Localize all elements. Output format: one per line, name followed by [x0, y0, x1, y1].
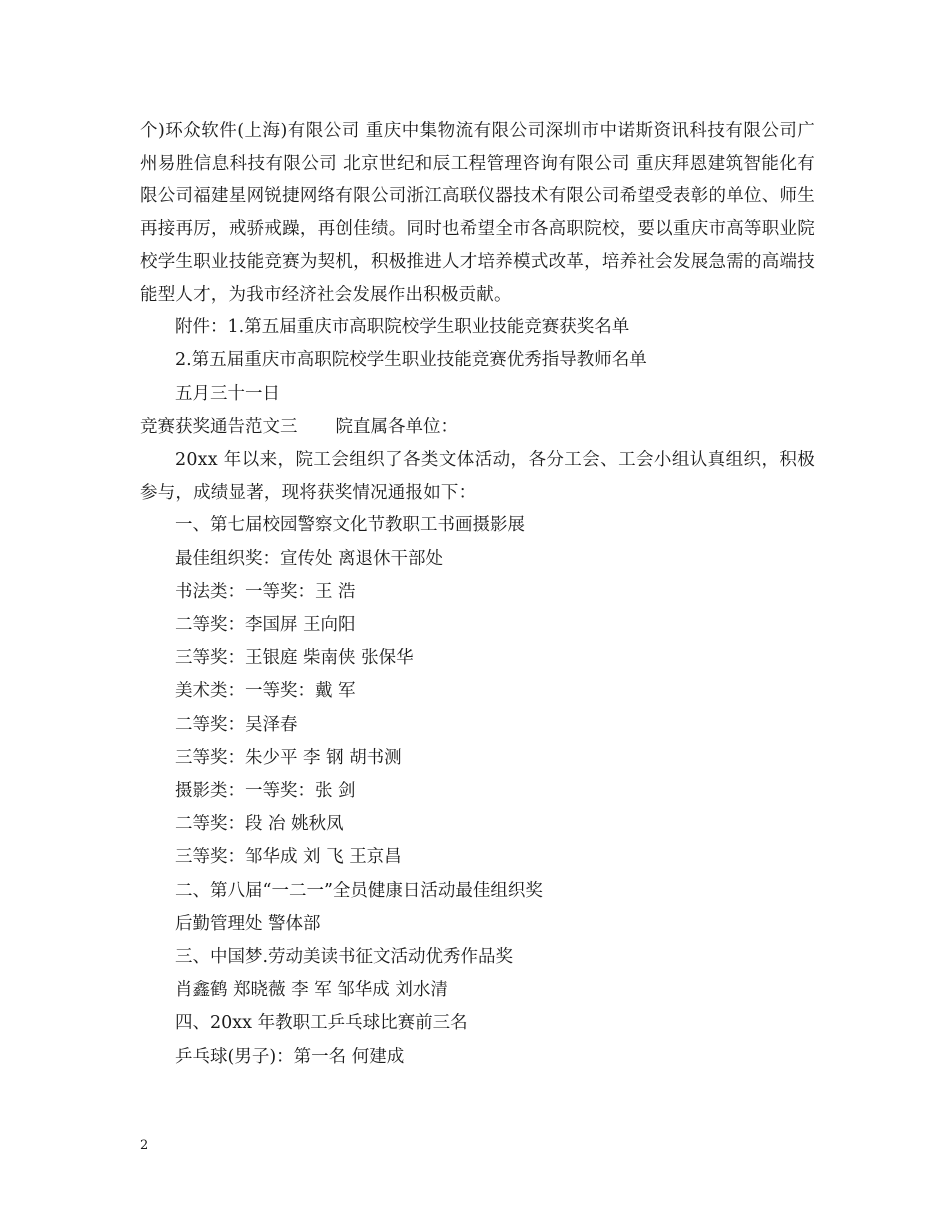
- award-line: 书法类：一等奖：王 浩: [175, 581, 356, 602]
- award-line: 四、20xx 年教职工乒乓球比赛前三名: [175, 1013, 468, 1034]
- award-line: 二、第八届“一二一”全员健康日活动最佳组织奖: [175, 880, 543, 901]
- award-line: 乒乓球(男子)：第一名 何建成: [175, 1046, 405, 1067]
- award-line: 三、中国梦.劳动美读书征文活动优秀作品奖: [175, 947, 514, 968]
- award-line: 肖鑫鹤 郑晓薇 李 军 邹华成 刘水清: [175, 980, 448, 1001]
- award-line: 二等奖：段 冶 姚秋凤: [175, 814, 344, 835]
- award-line: 三等奖：王银庭 柴南侠 张保华: [175, 648, 414, 669]
- opening-paragraph: 个)环众软件(上海)有限公司 重庆中集物流有限公司深圳市中诺斯资讯科技有限公司广州易胜信息科技有限公司 北京世纪和辰工程管理咨询有限公司 重庆拜恩建筑智能化有限公司福建星网锐捷网络有限公司浙江高联仪器技术有限公司希望受表彰的单位、师生再接再厉，戒骄戒躁，再创佳绩。同时也希望全市各高职院校，要以重庆市高等职业院校学生职业技能竞赛为契机，积极推进人才培养模式改革，培养社会发展急需的高端技能型人才，为我市经济社会发展作出积极贡献。: [140, 121, 815, 305]
- award-line: 一、第七届校园警察文化节教职工书画摄影展: [175, 515, 525, 536]
- section-title: 竞赛获奖通告范文三: [140, 416, 298, 437]
- award-line: 二等奖：李国屏 王向阳: [175, 615, 356, 636]
- award-line: 美术类：一等奖：戴 军: [175, 681, 356, 702]
- award-line: 二等奖：吴泽春: [175, 714, 298, 735]
- attachment-line-1: 附件：1.第五届重庆市高职院校学生职业技能竞赛获奖名单: [175, 317, 630, 338]
- award-line: 摄影类：一等奖：张 剑: [175, 781, 356, 802]
- award-line: 最佳组织奖：宣传处 离退休干部处: [175, 548, 444, 569]
- page-number: 2: [140, 1138, 149, 1153]
- date-line: 五月三十一日: [175, 383, 280, 404]
- recipient: 院直属各单位：: [335, 416, 458, 437]
- section-heading-line: [140, 411, 815, 444]
- intro-paragraph: 20xx 年以来，院工会组织了各类文体活动，各分工会、工会小组认真组织，积极参与，成绩显著，现将获奖情况通报如下：: [140, 450, 815, 503]
- award-line: 三等奖：邹华成 刘 飞 王京昌: [175, 847, 402, 868]
- award-line: 后勤管理处 警体部: [175, 913, 321, 934]
- attachment-line-2: 2.第五届重庆市高职院校学生职业技能竞赛优秀指导教师名单: [175, 350, 647, 371]
- award-line: 三等奖：朱少平 李 钢 胡书测: [175, 747, 402, 768]
- document-body: [140, 115, 815, 1074]
